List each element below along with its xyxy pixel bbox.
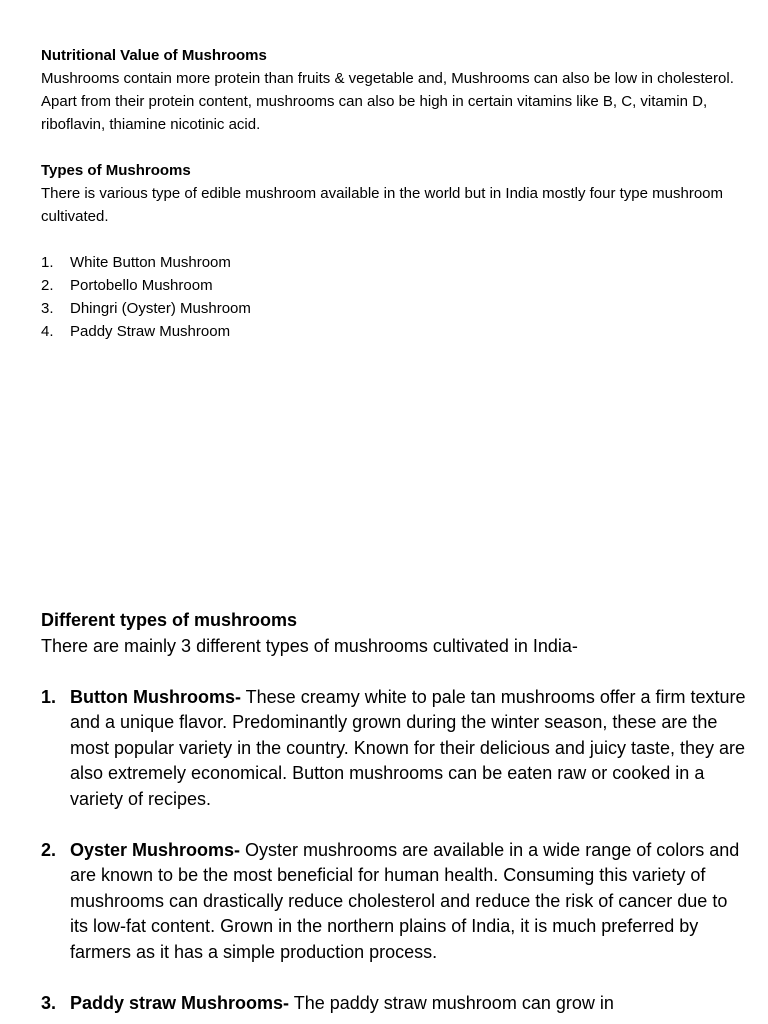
nutrition-heading: Nutritional Value of Mushrooms xyxy=(41,47,267,64)
nutrition-paragraph-2: Apart from their protein content, mushrooms can also be high in certain vitamins like B, C, vitamin D, riboflavin, thiamine nicotinic acid. xyxy=(41,93,708,133)
spacer xyxy=(41,136,741,159)
list-item xyxy=(41,251,741,274)
spacer xyxy=(41,965,746,991)
list-label: Portobello Mushroom xyxy=(70,277,213,294)
types-list xyxy=(41,251,741,343)
lower-section xyxy=(41,608,746,1016)
different-heading: Different types of mushrooms xyxy=(41,610,298,630)
list-label: White Button Mushroom xyxy=(70,254,231,271)
spacer xyxy=(41,812,746,838)
list-term: Button Mushrooms- xyxy=(70,686,241,707)
list-term: Paddy straw Mushrooms- xyxy=(70,992,290,1013)
types-heading: Types of Mushrooms xyxy=(41,162,191,179)
upper-section xyxy=(41,44,741,343)
list-label: Paddy Straw Mushroom xyxy=(70,323,231,340)
list-number: 2. xyxy=(41,839,57,860)
nutrition-paragraph-1: Mushrooms contain more protein than fruits & vegetable and, Mushrooms can also be low in cholesterol. xyxy=(41,70,734,87)
list-item-body xyxy=(70,838,746,966)
list-number: 4. xyxy=(41,323,54,340)
list-number: 1. xyxy=(41,254,54,271)
different-intro: There are mainly 3 different types of mushrooms cultivated in India- xyxy=(41,635,578,656)
types-intro: There is various type of edible mushroom available in the world but in India mostly four type mushroom cultivated. xyxy=(41,185,723,225)
list-description: These creamy white to pale tan mushrooms offer a firm texture and a unique flavor. Predominantly grown during the winter season, these are the most popular variety in the country. Known for their delicious and juicy taste, they are also extremely economical. Button mushrooms can be eaten raw or cooked in a variety of recipes. xyxy=(70,686,746,809)
list-term: Oyster Mushrooms- xyxy=(70,839,241,860)
list-description: The paddy straw mushroom can grow in xyxy=(289,992,614,1013)
list-item xyxy=(41,320,741,343)
spacer xyxy=(41,228,741,251)
list-number: 3. xyxy=(41,992,57,1013)
list-label: Dhingri (Oyster) Mushroom xyxy=(70,300,251,317)
list-item xyxy=(41,297,741,320)
list-item-paddy-straw-mushrooms xyxy=(41,991,746,1017)
list-item-body xyxy=(70,991,746,1017)
list-item-oyster-mushrooms xyxy=(41,838,746,966)
list-number: 1. xyxy=(41,686,57,707)
list-number: 3. xyxy=(41,300,54,317)
list-item xyxy=(41,274,741,297)
list-item-button-mushrooms xyxy=(41,685,746,813)
list-item-body xyxy=(70,685,746,813)
spacer xyxy=(41,659,746,685)
list-description: Oyster mushrooms are available in a wide range of colors and are known to be the most beneficial for human health. Consuming this variety of mushrooms can drastically reduce cholesterol and reduce the risk of cancer due to its low-fat content. Grown in the northern plains of India, it is much preferred by farmers as it has a simple production process. xyxy=(70,839,740,962)
list-number: 2. xyxy=(41,277,54,294)
